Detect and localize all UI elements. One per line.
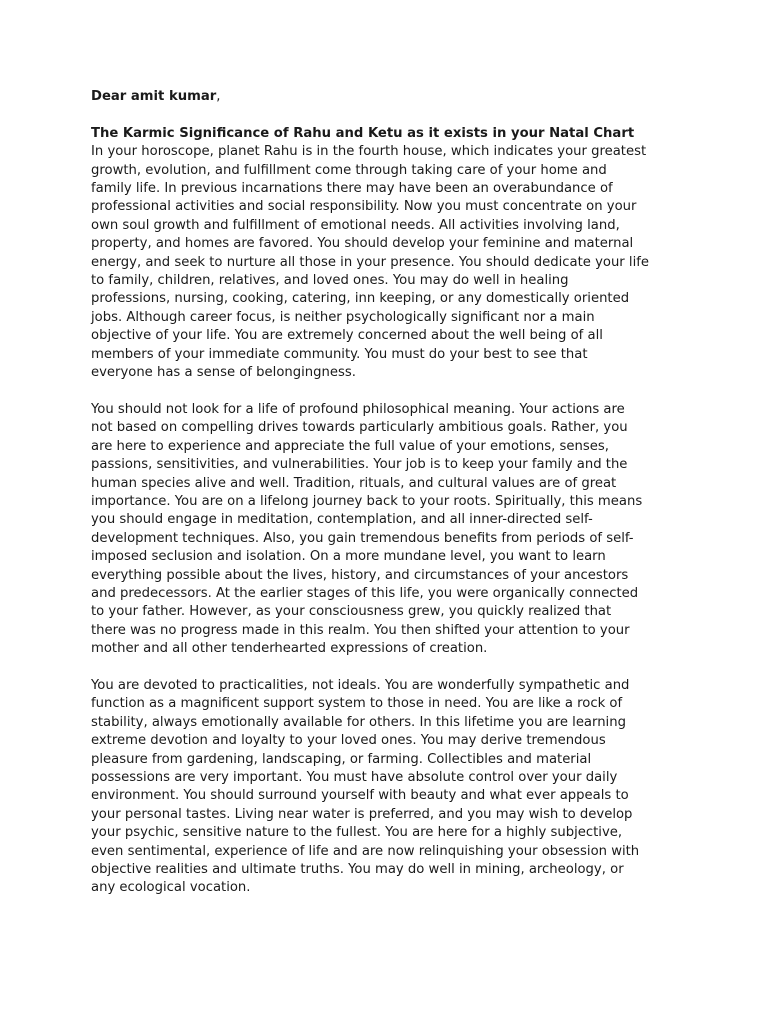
text-line: not based on compelling drives towards particularly ambitious goals. Rather, you <box>91 420 628 436</box>
text-line: professional activities and social responsibility. Now you must concentrate on your <box>91 199 637 215</box>
paragraph-2 <box>91 401 691 659</box>
text-line: everyone has a sense of belongingness. <box>91 365 356 381</box>
text-line: there was no progress made in this realm. You then shifted your attention to your <box>91 622 630 638</box>
salutation-punct: , <box>216 89 221 104</box>
text-line: any ecological vocation. <box>91 880 251 896</box>
text-line: You are devoted to practicalities, not ideals. You are wonderfully sympathetic and <box>91 677 630 693</box>
text-line: everything possible about the lives, history, and circumstances of your ancestors <box>91 567 629 583</box>
text-line: pleasure from gardening, landscaping, or farming. Collectibles and material <box>91 751 592 767</box>
salutation <box>91 88 691 106</box>
text-line: environment. You should surround yourself with beauty and what ever appeals to <box>91 788 629 804</box>
text-line: imposed seclusion and isolation. On a more mundane level, you want to learn <box>91 549 606 565</box>
text-line: objective realities and ultimate truths. You may do well in mining, archeology, or <box>91 862 624 878</box>
text-line: are here to experience and appreciate the full value of your emotions, senses, <box>91 438 609 454</box>
text-line: human species alive and well. Tradition, rituals, and cultural values are of great <box>91 475 617 491</box>
salutation-name: Dear amit kumar <box>91 89 217 104</box>
text-line: development techniques. Also, you gain tremendous benefits from periods of self- <box>91 530 634 546</box>
text-line: members of your immediate community. You must do your best to see that <box>91 346 588 362</box>
text-line: to family, children, relatives, and loved ones. You may do well in healing <box>91 273 569 289</box>
text-line: passions, sensitivities, and vulnerabilities. Your job is to keep your family and the <box>91 457 628 473</box>
text-line: even sentimental, experience of life and are now relinquishing your obsession with <box>91 843 640 859</box>
text-line: possessions are very important. You must have absolute control over your daily <box>91 769 618 785</box>
text-line: your personal tastes. Living near water is preferred, and you may wish to develop <box>91 806 633 822</box>
text-line: growth, evolution, and fulfillment come through taking care of your home and <box>91 162 607 178</box>
text-line: your psychic, sensitive nature to the fullest. You are here for a highly subjective, <box>91 825 623 841</box>
text-line: function as a magnificent support system to those in need. You are like a rock of <box>91 696 623 712</box>
text-line: professions, nursing, cooking, catering, inn keeping, or any domestically oriented <box>91 291 630 307</box>
paragraph-3 <box>91 677 691 898</box>
text-line: property, and homes are favored. You should develop your feminine and maternal <box>91 236 634 252</box>
text-line: to your father. However, as your consciousness grew, you quickly realized that <box>91 604 612 620</box>
text-line: and predecessors. At the earlier stages of this life, you were organically connected <box>91 585 639 601</box>
text-line: you should engage in meditation, contemplation, and all inner-directed self- <box>91 512 593 528</box>
text-line: family life. In previous incarnations there may have been an overabundance of <box>91 181 613 197</box>
text-line: jobs. Although career focus, is neither psychologically significant nor a main <box>91 309 595 325</box>
text-line: stability, always emotionally available for others. In this lifetime you are learning <box>91 714 626 730</box>
document-page <box>91 88 691 916</box>
text-line: own soul growth and fulfillment of emotional needs. All activities involving land, <box>91 217 620 233</box>
section-heading: The Karmic Significance of Rahu and Ketu as it exists in your Natal Chart <box>91 125 635 141</box>
text-line: mother and all other tenderhearted expressions of creation. <box>91 641 488 657</box>
text-line: objective of your life. You are extremely concerned about the well being of all <box>91 328 603 344</box>
text-line: In your horoscope, planet Rahu is in the fourth house, which indicates your greatest <box>91 144 647 160</box>
text-line: importance. You are on a lifelong journey back to your roots. Spiritually, this means <box>91 493 643 509</box>
paragraph-1 <box>91 143 691 382</box>
text-line: You should not look for a life of profound philosophical meaning. Your actions are <box>91 401 625 417</box>
text-line: extreme devotion and loyalty to your loved ones. You may derive tremendous <box>91 733 606 749</box>
text-line: energy, and seek to nurture all those in your presence. You should dedicate your life <box>91 254 649 270</box>
